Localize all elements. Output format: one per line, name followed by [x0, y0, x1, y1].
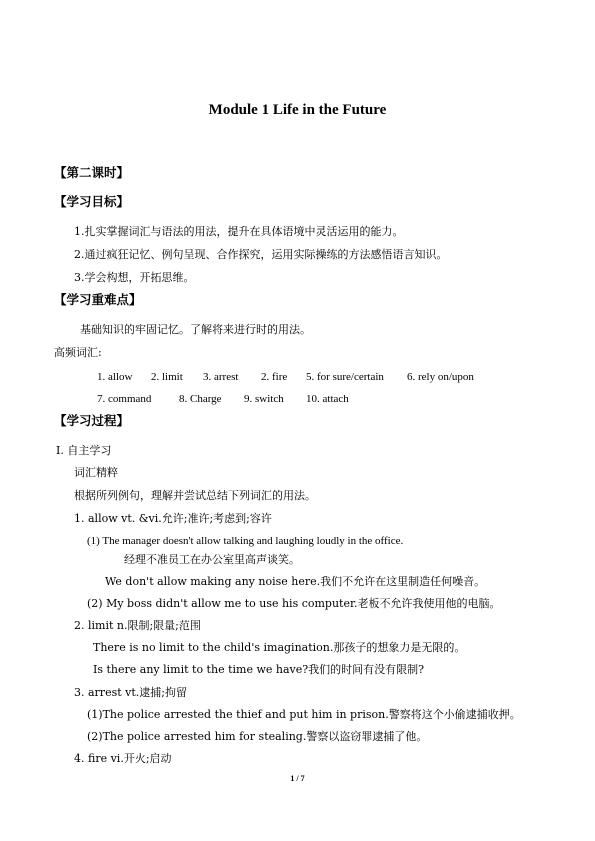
allow-example-3: (2) My boss didn't allow me to use his computer.老板不允许我使用他的电脑。 — [87, 597, 501, 610]
section-goals: 【学习目标】 — [54, 194, 130, 209]
vocab-arrest-heading: 3. arrest vt.逮捕;拘留 — [74, 686, 187, 699]
allow-example-2: We don't allow making any noise here.我们不允许在这里制造任何噪音。 — [105, 575, 486, 588]
vocab-item: 8. Charge — [179, 393, 222, 405]
arrest-example-1: (1)The police arrested the thief and put him in prison.警察将这个小偷逮捕收押。 — [87, 708, 521, 721]
limit-example-2: Is there any limit to the time we have?我们的时间有没有限制? — [93, 663, 425, 676]
section-lesson: 【第二课时】 — [54, 165, 130, 180]
goal-1: 1.扎实掌握词汇与语法的用法，提升在具体语境中灵活运用的能力。 — [74, 225, 404, 238]
limit-example-1: There is no limit to the child's imagination.那孩子的想象力是无限的。 — [93, 641, 466, 654]
vocab-row-2 — [97, 392, 349, 406]
vocab-fire-heading: 4. fire vi.开火;启动 — [74, 752, 172, 765]
vocab-item: 6. rely on/upon — [407, 371, 474, 383]
process-part-1: I. 自主学习 — [56, 444, 112, 457]
vocab-item: 2. fire — [261, 371, 288, 383]
allow-example-1-cn: 经理不准员工在办公室里高声谈笑。 — [124, 553, 300, 566]
vocab-item: 7. command — [97, 393, 152, 405]
vocab-item: 9. switch — [244, 393, 284, 405]
page-title: Module 1 Life in the Future — [208, 102, 387, 118]
key-points-text: 基础知识的牢固记忆。了解将来进行时的用法。 — [80, 323, 311, 336]
arrest-example-2: (2)The police arrested him for stealing.警察以盗窃罪逮捕了他。 — [87, 730, 428, 743]
goal-2: 2.通过疯狂记忆、例句呈现、合作探究，运用实际操练的方法感悟语言知识。 — [74, 248, 448, 261]
goal-3: 3.学会构想，开拓思维。 — [74, 271, 195, 284]
allow-example-1-en: (1) The manager doesn't allow talking and laughing loudly in the office. — [87, 535, 404, 547]
page-number: 1 / 7 — [290, 774, 305, 783]
vocab-item: 10. attach — [306, 393, 349, 405]
vocab-limit-heading: 2. limit n.限制;限量;范围 — [74, 619, 201, 632]
vocab-item: 5. for sure/certain — [306, 371, 384, 383]
vocab-item: 3. arrest — [203, 371, 239, 383]
vocab-row-1 — [97, 370, 474, 384]
vocab-label: 高频词汇: — [54, 346, 102, 359]
vocab-item: 2. limit — [151, 371, 183, 383]
section-process: 【学习过程】 — [54, 413, 130, 428]
section-key-points: 【学习重难点】 — [54, 292, 142, 307]
vocab-allow-heading: 1. allow vt. &vi.允许;准许;考虑到;容许 — [74, 512, 272, 525]
process-instruction: 根据所列例句，理解并尝试总结下列词汇的用法。 — [74, 489, 316, 502]
process-sub-1: 词汇精粹 — [74, 466, 118, 479]
vocab-item: 1. allow — [97, 371, 133, 383]
